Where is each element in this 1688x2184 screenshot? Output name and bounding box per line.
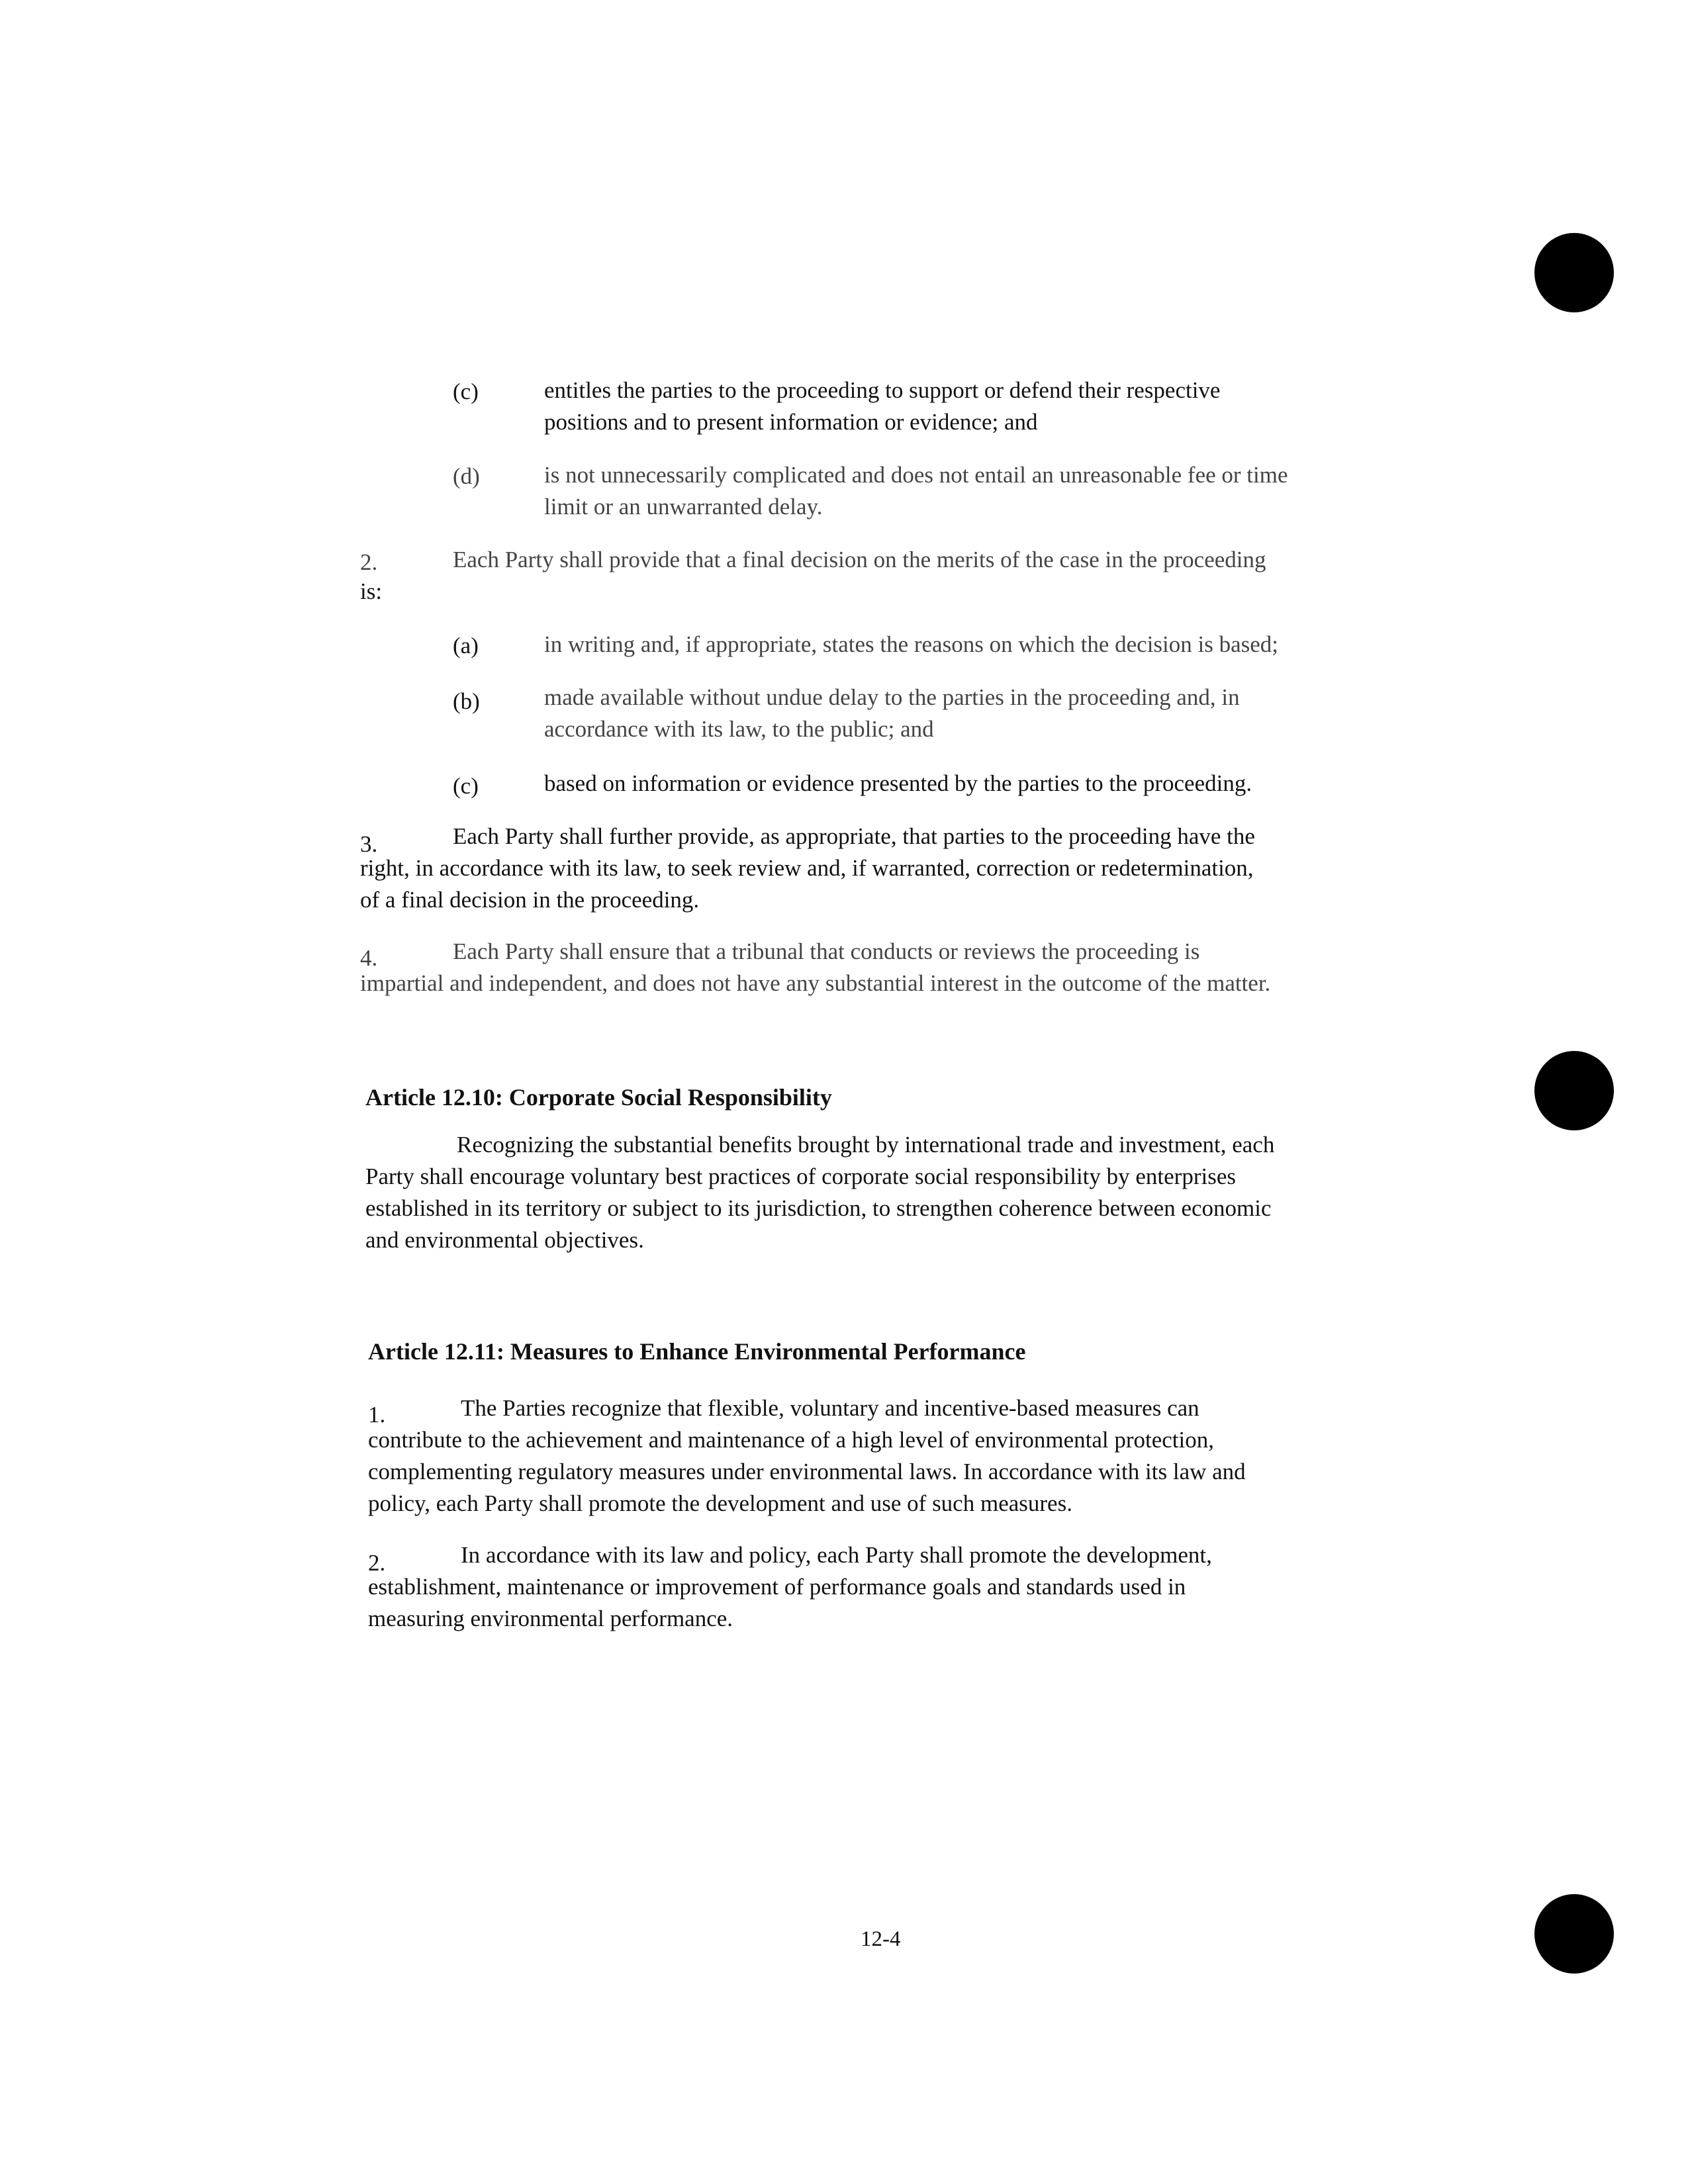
article-12-11-p2-line-2: establishment, maintenance or improvement of performance goals and standards used in bbox=[368, 1574, 1186, 1600]
paragraph-4-line-1: Each Party shall ensure that a tribunal that conducts or reviews the proceeding is bbox=[453, 938, 1200, 964]
paragraph-number-4: 4. bbox=[360, 945, 378, 971]
item-c2-line-1: based on information or evidence presented by the parties to the proceeding. bbox=[544, 770, 1252, 796]
binder-hole bbox=[1534, 233, 1614, 312]
article-12-11-heading: Article 12.11: Measures to Enhance Environmental Performance bbox=[368, 1338, 1026, 1365]
paragraph-3-line-1: Each Party shall further provide, as appropriate, that parties to the proceeding have the bbox=[453, 823, 1255, 849]
item-d-line-2: limit or an unwarranted delay. bbox=[544, 494, 823, 520]
item-marker-b: (b) bbox=[453, 688, 480, 714]
item-a-line-1: in writing and, if appropriate, states the reasons on which the decision is based; bbox=[544, 631, 1279, 657]
binder-hole bbox=[1534, 1051, 1614, 1130]
binder-hole bbox=[1534, 1894, 1614, 1974]
item-b-line-1: made available without undue delay to the parties in the proceeding and, in bbox=[544, 684, 1240, 710]
paragraph-2-line-2: is: bbox=[360, 578, 383, 604]
article-12-11-p1-line-1: The Parties recognize that flexible, voluntary and incentive-based measures can bbox=[461, 1395, 1199, 1421]
article-12-10-heading: Article 12.10: Corporate Social Responsibility bbox=[365, 1084, 832, 1111]
article-12-10-line-4: and environmental objectives. bbox=[365, 1227, 644, 1253]
item-c-line-1: entitles the parties to the proceeding to support or defend their respective bbox=[544, 377, 1221, 403]
item-marker-c: (c) bbox=[453, 379, 479, 404]
page-number: 12-4 bbox=[861, 1927, 901, 1951]
article-12-10-line-3: established in its territory or subject to its jurisdiction, to strengthen coherence between economic bbox=[365, 1195, 1272, 1221]
item-b-line-2: accordance with its law, to the public; and bbox=[544, 716, 934, 742]
paragraph-number-1: 1. bbox=[368, 1402, 386, 1428]
article-12-11-p1-line-3: complementing regulatory measures under environmental laws. In accordance with its law and bbox=[368, 1459, 1246, 1484]
article-12-11-p1-line-2: contribute to the achievement and maintenance of a high level of environmental protection, bbox=[368, 1427, 1214, 1453]
paragraph-4-line-2: impartial and independent, and does not have any substantial interest in the outcome of the matter. bbox=[360, 970, 1271, 996]
paragraph-number-2: 2. bbox=[360, 549, 378, 575]
paragraph-3-line-2: right, in accordance with its law, to seek review and, if warranted, correction or redetermination, bbox=[360, 855, 1254, 881]
article-12-10-line-2: Party shall encourage voluntary best practices of corporate social responsibility by enterprises bbox=[365, 1163, 1236, 1189]
item-marker-c: (c) bbox=[453, 773, 479, 799]
item-marker-d: (d) bbox=[453, 463, 480, 489]
paragraph-number-2: 2. bbox=[368, 1550, 386, 1576]
item-c-line-2: positions and to present information or evidence; and bbox=[544, 409, 1038, 435]
item-d-line-1: is not unnecessarily complicated and does not entail an unreasonable fee or time bbox=[544, 462, 1288, 488]
article-12-11-p2-line-1: In accordance with its law and policy, each Party shall promote the development, bbox=[461, 1542, 1212, 1568]
item-marker-a: (a) bbox=[453, 633, 479, 659]
paragraph-number-3: 3. bbox=[360, 831, 378, 857]
article-12-10-line-1: Recognizing the substantial benefits brought by international trade and investment, each bbox=[457, 1132, 1275, 1158]
article-12-11-p1-line-4: policy, each Party shall promote the development and use of such measures. bbox=[368, 1490, 1072, 1516]
paragraph-3-line-3: of a final decision in the proceeding. bbox=[360, 887, 700, 913]
article-12-11-p2-line-3: measuring environmental performance. bbox=[368, 1606, 733, 1631]
paragraph-2-line-1: Each Party shall provide that a final decision on the merits of the case in the proceeding bbox=[453, 547, 1266, 572]
